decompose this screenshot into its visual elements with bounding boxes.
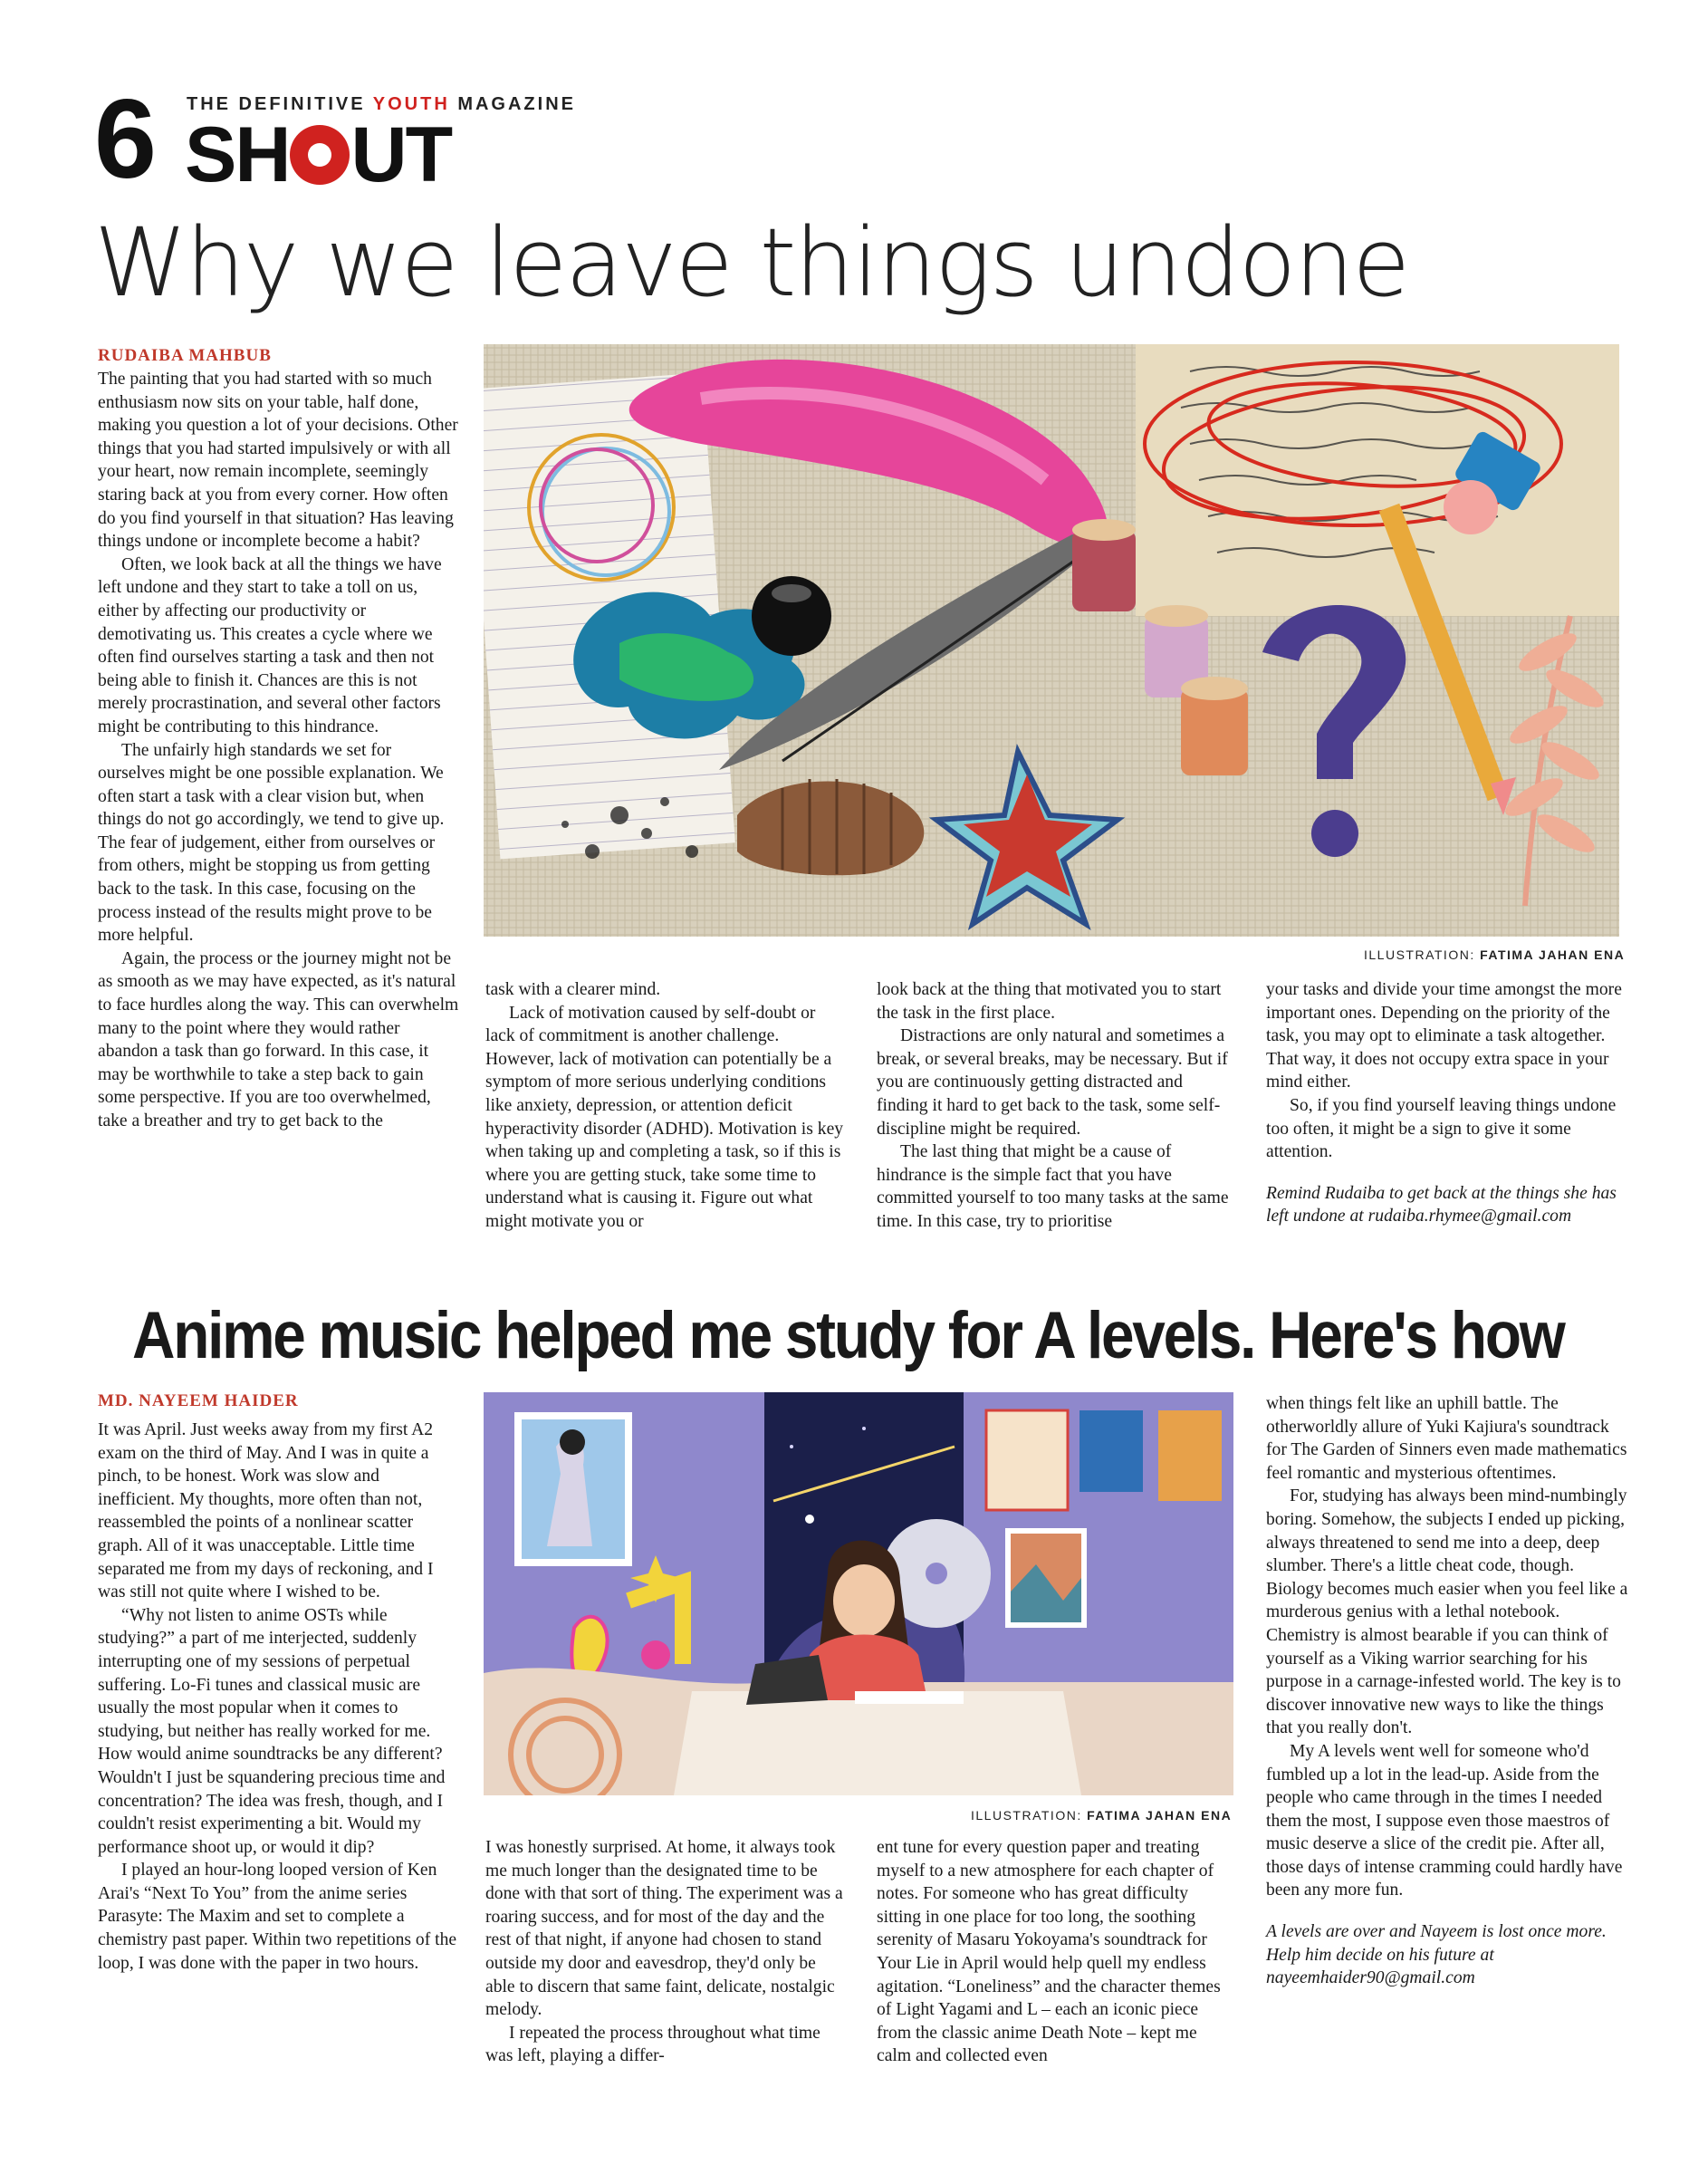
article1-column-2 (485, 978, 844, 1234)
paragraph: your tasks and divide your time amongst the more important ones. Depending on the priority of the task, you may opt to eliminate a task altogether. That way, it does not occupy extra space in your mind either. (1266, 980, 1622, 1092)
article2-column-2 (485, 1836, 844, 2068)
paragraph: “Why not listen to anime OSTs while studying?” a part of me interjected, suddenly interrupting one of my sessions of perpetual suffering. Lo-Fi tunes and classical music are usually the most popular when it comes to studying, but neither has really worked for me. How would anime soundtracks be any different? Wouldn't I just be squandering precious time and concentration? The idea was fresh, though, and I couldn't resist experimenting a bit. Would my performance shoot up, or would it dip? (98, 1605, 446, 1857)
paragraph: Again, the process or the journey might not be as smooth as we may have expected, as it's natural to face hurdles along the way. This can overwhelm many to the point where they would rather abandon a task than go forward. In this case, it may be worthwhile to take a step back to gain some perspective. If you are too overwhelmed, take a breather and try to get back to the (98, 948, 459, 1130)
paragraph: Distractions are only natural and sometimes a break, or several breaks, may be necessary. But if you are continuously getting distracted and finding it hard to get back to the task, some self-discipline might be required. (877, 1026, 1228, 1139)
article1-headline: Why we leave things undone (94, 207, 1409, 318)
shout-logo: SH UT (185, 111, 452, 198)
paragraph: I played an hour-long looped version of Ken Arai's “Next To You” from the anime series Parasyte: The Maxim and set to complete a chemistry past paper. Within two repetitions of the loop, I was done with the paper in two hours. (98, 1861, 457, 1973)
article2-illustration-credit: ILLUSTRATION: FATIMA JAHAN ENA (971, 1808, 1233, 1823)
masthead-tagline: THE DEFINITIVE YOUTH MAGAZINE (187, 94, 576, 114)
article1-illustration-credit: ILLUSTRATION: FATIMA JAHAN ENA (1364, 948, 1626, 962)
paragraph: when things felt like an uphill battle. The otherworldly allure of Yuki Kajiura's soundtrack for The Garden of Sinners even made mathematics feel romantic and mysterious oftentimes. (1266, 1394, 1627, 1483)
article1-column-4 (1266, 978, 1628, 1228)
paragraph: My A levels went well for someone who'd fumbled up a lot in the lead-up. Aside from the people who came through in the times I needed them the most, I suppose even those maestros of music deserve a slice of the credit pie. After all, those days of intense cramming could hardly have been any more fun. (1266, 1741, 1623, 1900)
article1-illustration (484, 344, 1619, 937)
paragraph: I was honestly surprised. At home, it always took me much longer than the designated time to be done with that sort of thing. The experiment was a roaring success, and for most of the day and the rest of that night, if anyone had chosen to stand outside my door and eavesdrop, they'd only be able to discern that same faint, delicate, nostalgic melody. (485, 1838, 843, 2020)
paragraph: The painting that you had started with so much enthusiasm now sits on your table, half done, making you question a lot of your decisions. Other things that you had started impulsively or with all your heart, now remain incomplete, seemingly staring back at you from every corner. How often do you find yourself in that situation? Has leaving things undone or incomplete become a habit? (98, 370, 458, 552)
article2-illustration (484, 1392, 1233, 1795)
article2-byline: MD. NAYEEM HAIDER (98, 1391, 299, 1410)
article2-headline: Anime music helped me study for A levels. Here's how (132, 1299, 1564, 1372)
paragraph: Lack of motivation caused by self-doubt or lack of commitment is another challenge. However, lack of motivation can potentially be a symptom of more serious underlying conditions like anxiety, depression, or attention deficit hyperactivity disorder (ADHD). Motivation is key when taking up and completing a task, so if this is where you are getting stuck, take some time to understand what is causing it. Figure out what might motivate you or (485, 1003, 844, 1231)
author-signoff: A levels are over and Nayeem is lost once more. Help him decide on his future at nayeemhaider90@gmail.com (1266, 1922, 1607, 1988)
paragraph: I repeated the process throughout what time was left, playing a differ- (485, 2023, 820, 2066)
article1-column-1 (98, 368, 460, 1133)
paragraph: ent tune for every question paper and treating myself to a new atmosphere for each chapter of notes. For someone who has great difficulty sitting in one place for too long, the soothing serenity of Masaru Yokoyama's soundtrack for Your Lie in April would help quell my endless agitation. “Loneliness” and the character themes of Light Yagami and L – each an iconic piece from the classic anime Death Note – kept me calm and collected even (877, 1838, 1221, 2066)
paragraph: Often, we look back at all the things we have left undone and they start to take a toll on us, either by affecting our productivity or demotivating us. This creates a cycle where we often find ourselves starting a task and then not being able to finish it. Chances are this is not merely procrastination, and several other factors might be contributing to this hindrance. (98, 554, 442, 736)
logo-o-icon (290, 125, 350, 185)
article2-column-3 (877, 1836, 1235, 2068)
page-number: 6 (94, 77, 157, 202)
article2-column-4 (1266, 1392, 1628, 1990)
article1-byline: RUDAIBA MAHBUB (98, 346, 272, 365)
author-signoff: Remind Rudaiba to get back at the things she has left undone at rudaiba.rhymee@gmail.com (1266, 1183, 1617, 1226)
paragraph: look back at the thing that motivated you to start the task in the first place. (877, 980, 1222, 1023)
paragraph: The last thing that might be a cause of hindrance is the simple fact that you have committed yourself to too many tasks at the same time. In this case, try to prioritise (877, 1142, 1229, 1231)
article2-column-1 (98, 1419, 460, 1975)
paragraph: It was April. Just weeks away from my first A2 exam on the third of May. And I was in quite a pinch, to be honest. Work was slow and inefficient. My thoughts, more often than not, reassembled the points of a nonlinear scatter graph. All of it was unacceptable. Little time separated me from my days of reckoning, and I was still not quite where I wished to be. (98, 1420, 434, 1602)
paragraph: For, studying has always been mind-numbingly boring. Somehow, the subjects I ended up picking, always threatened to send me into a deep, deep slumber. There's a little cheat code, though. Biology becomes much easier when you feel like a murderous genius with a lethal notebook. Chemistry is almost bearable if you can think of yourself as a Viking warrior searching for his purpose in a carnage-infested world. The key is to discover innovative new ways to like the things that you really don't. (1266, 1486, 1628, 1738)
paragraph: task with a clearer mind. (485, 980, 661, 999)
paragraph: The unfairly high standards we set for ourselves might be one possible explanation. We often start a task with a clear vision but, when things do not go accordingly, we tend to give up. The fear of judgement, either from ourselves or from others, might be stopping us from getting back to the task. In this case, focusing on the process instead of the results might prove to be more helpful. (98, 740, 445, 946)
article1-column-3 (877, 978, 1235, 1234)
paragraph: So, if you find yourself leaving things undone too often, it might be a sign to give it some attention. (1266, 1095, 1617, 1162)
